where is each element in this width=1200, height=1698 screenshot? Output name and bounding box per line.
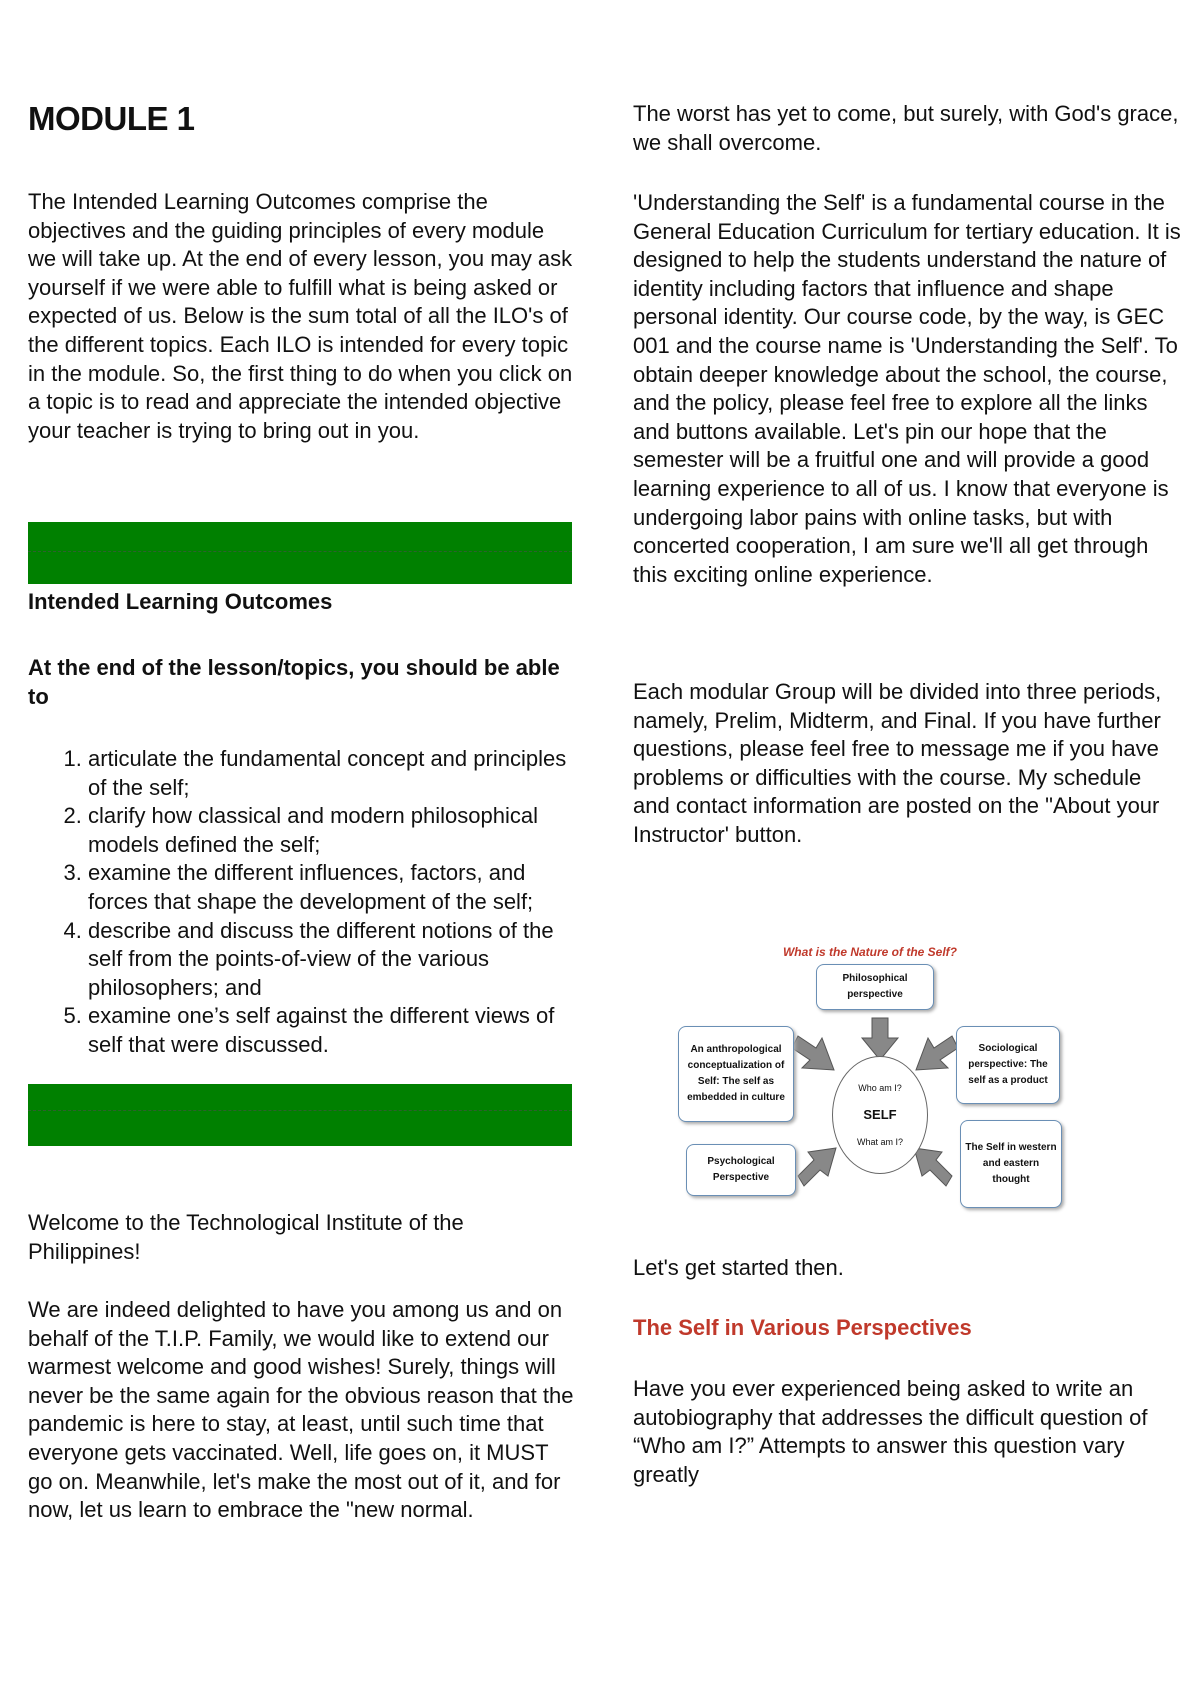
ilo-item-2: 2. clarify how classical and modern philosophical models defined the self; (88, 802, 576, 859)
arrow-right-lower (914, 1148, 952, 1186)
welcome-heading: Welcome to the Technological Institute of the Philippines! (28, 1210, 464, 1264)
box-anthropological: An anthropological conceptualization of Self: The self as embedded in culture (678, 1026, 794, 1122)
box-psychological: Psychological Perspective (686, 1144, 796, 1196)
right-para-3: Each modular Group will be divided into three periods, namely, Prelim, Midterm, and Final. If you have further questions, please feel free to message me if you have problems or difficulties with the course. My schedule and contact information are posted on the "About your Instructor' button. (633, 679, 1162, 847)
section-paragraph: Have you ever experienced being asked to write an autobiography that addresses the difficult question of “Who am I?” Attempts to answer this question vary greatly (633, 1376, 1148, 1487)
center-self: SELF (863, 1107, 897, 1122)
box-philosophical: Philosophical perspective (816, 964, 934, 1010)
diagram-title: What is the Nature of the Self? (782, 945, 957, 959)
box-sociological: Sociological perspective: The self as a product (956, 1026, 1060, 1104)
center-who: Who am I? (858, 1083, 902, 1093)
arrow-top (862, 1018, 898, 1060)
box-western-eastern: The Self in western and eastern thought (960, 1120, 1062, 1208)
get-started-text: Let's get started then. (633, 1255, 844, 1280)
ilo-item-1: 1. articulate the fundamental concept and principles of the self; (88, 745, 576, 802)
ilo-list (28, 745, 576, 1060)
right-para-1: The worst has yet to come, but surely, with God's grace, we shall overcome. (633, 101, 1179, 155)
arrow-left-upper (792, 1036, 834, 1070)
ilo-heading: Intended Learning Outcomes (28, 589, 333, 614)
arrow-left-lower (798, 1148, 836, 1186)
self-nature-diagram (670, 938, 1070, 1218)
module-title: MODULE 1 (28, 100, 195, 137)
self-circle (832, 1056, 928, 1174)
ilo-item-5: 5. examine one’s self against the different views of self that were discussed. (88, 1002, 576, 1059)
section-heading: The Self in Various Perspectives (633, 1315, 972, 1340)
intro-paragraph: The Intended Learning Outcomes comprise the objectives and the guiding principles of every module we will take up. At the end of every lesson, you may ask yourself if we were able to fulfill what is being asked or expected of us. Below is the sum total of all the ILO's of the different topics. Each ILO is intended for every topic in the module. So, the first thing to do when you click on a topic is to read and appreciate the intended objective your teacher is trying to bring out in you. (28, 189, 573, 443)
ilo-item-4: 4. describe and discuss the different notions of the self from the points-of-view of the various philosophers; and (88, 917, 576, 1003)
arrow-right-upper (916, 1036, 958, 1070)
ilo-lead: At the end of the lesson/topics, you should be able to (28, 655, 560, 709)
green-divider-top (28, 522, 572, 584)
ilo-item-3: 3. examine the different influences, factors, and forces that shape the development of the self; (88, 859, 576, 916)
welcome-paragraph: We are indeed delighted to have you among us and on behalf of the T.I.P. Family, we would like to extend our warmest welcome and good wishes! Surely, things will never be the same again for the obvious reason that the pandemic is here to stay, at least, until such time that everyone gets vaccinated. Well, life goes on, it MUST go on. Meanwhile, let's make the most out of it, and for now, let us learn to embrace the "new normal. (28, 1297, 574, 1523)
right-para-2: 'Understanding the Self' is a fundamental course in the General Education Curriculum for tertiary education. It is designed to help the students understand the nature of identity including factors that influence and shape personal identity. Our course code, by the way, is GEC 001 and the course name is 'Understanding the Self'. To obtain deeper knowledge about the school, the course, and the policy, please feel free to explore all the links and buttons available. Let's pin our hope that the semester will be a fruitful one and will provide a good learning experience to all of us. I know that everyone is undergoing labor pains with online tasks, but with concerted cooperation, I am sure we'll all get through this exciting online experience. (633, 190, 1181, 587)
center-what: What am I? (856, 1137, 903, 1147)
green-divider-bottom (28, 1084, 572, 1146)
